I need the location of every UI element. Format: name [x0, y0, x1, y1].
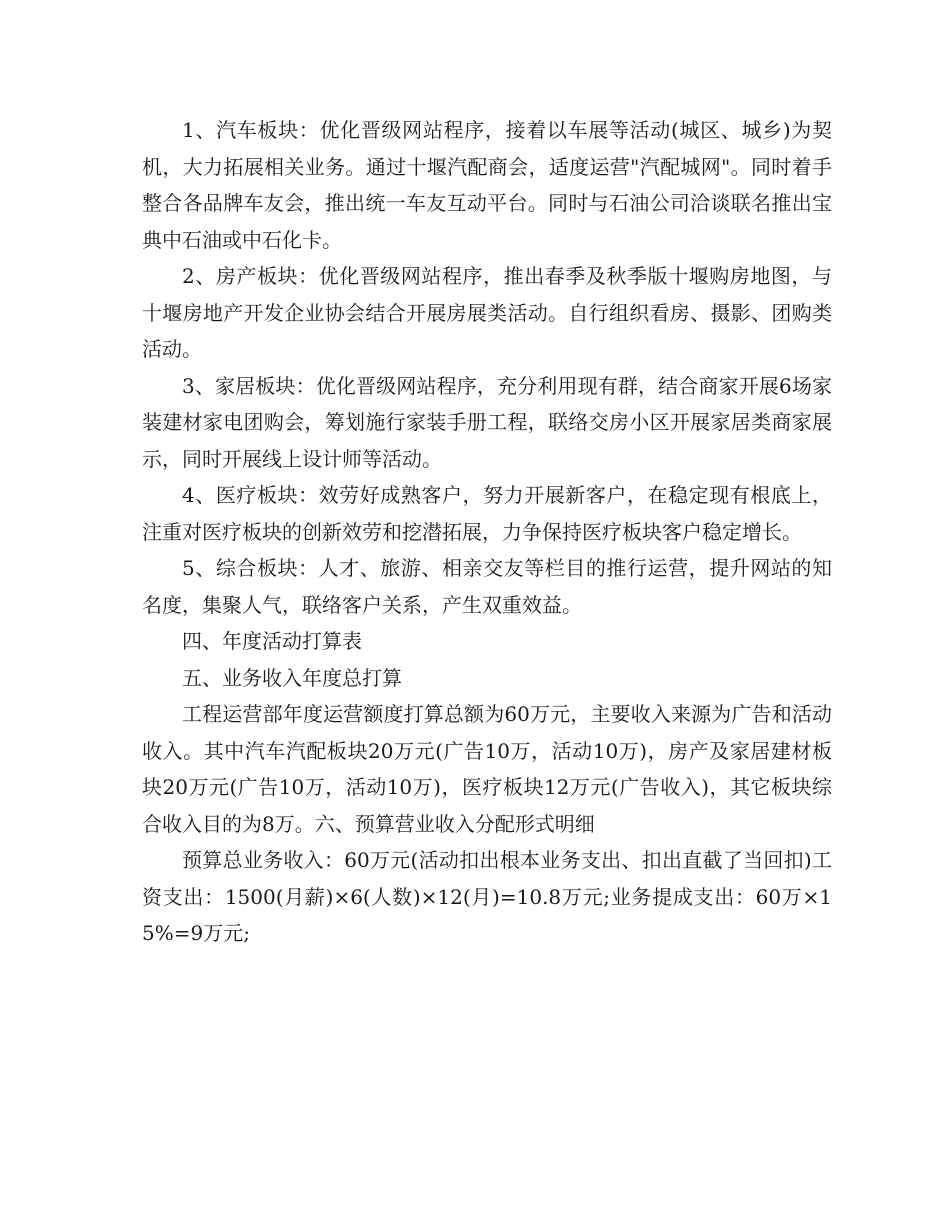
- paragraph-budget-detail: 预算总业务收入：60万元(活动扣出根本业务支出、扣出直截了当回扣)工资支出：1500(月薪)×6(人数)×12(月)=10.8万元;业务提成支出：60万×15%=9万元;: [142, 848, 832, 945]
- paragraph-auto-sector: 1、汽车板块：优化晋级网站程序，接着以车展等活动(城区、城乡)为契机，大力拓展相关业务。通过十堰汽配商会，适度运营"汽配城网"。同时着手整合各品牌车友会，推出统一车友互动平台。同时与石油公司洽谈联名推出宝典中石油或中石化卡。: [142, 118, 832, 252]
- paragraph-medical-sector: 4、医疗板块：效劳好成熟客户，努力开展新客户，在稳定现有根底上，注重对医疗板块的创新效劳和挖潜拓展，力争保持医疗板块客户稳定增长。: [142, 483, 832, 544]
- section-heading-revenue-plan: 五、业务收入年度总打算: [182, 665, 402, 690]
- paragraph-realestate-sector: 2、房产板块：优化晋级网站程序，推出春季及秋季版十堰购房地图，与十堰房地产开发企业协会结合开展房展类活动。自行组织看房、摄影、团购类活动。: [142, 264, 832, 361]
- document-body: [142, 112, 832, 952]
- paragraph-revenue-plan: 工程运营部年度运营额度打算总额为60万元，主要收入来源为广告和活动收入。其中汽车汽配板块20万元(广告10万，活动10万)，房产及家居建材板块20万元(广告10万，活动10万)，医疗板块12万元(广告收入)，其它板块综合收入目的为8万。六、预算营业收入分配形式明细: [142, 702, 832, 836]
- section-heading-activity-plan: 四、年度活动打算表: [182, 629, 362, 653]
- paragraph-home-sector: 3、家居板块：优化晋级网站程序，充分利用现有群，结合商家开展6场家装建材家电团购会，筹划施行家装手册工程，联络交房小区开展家居类商家展示，同时开展线上设计师等活动。: [142, 373, 832, 471]
- paragraph-general-sector: 5、综合板块：人才、旅游、相亲交友等栏目的推行运营，提升网站的知名度，集聚人气，联络客户关系，产生双重效益。: [142, 556, 832, 617]
